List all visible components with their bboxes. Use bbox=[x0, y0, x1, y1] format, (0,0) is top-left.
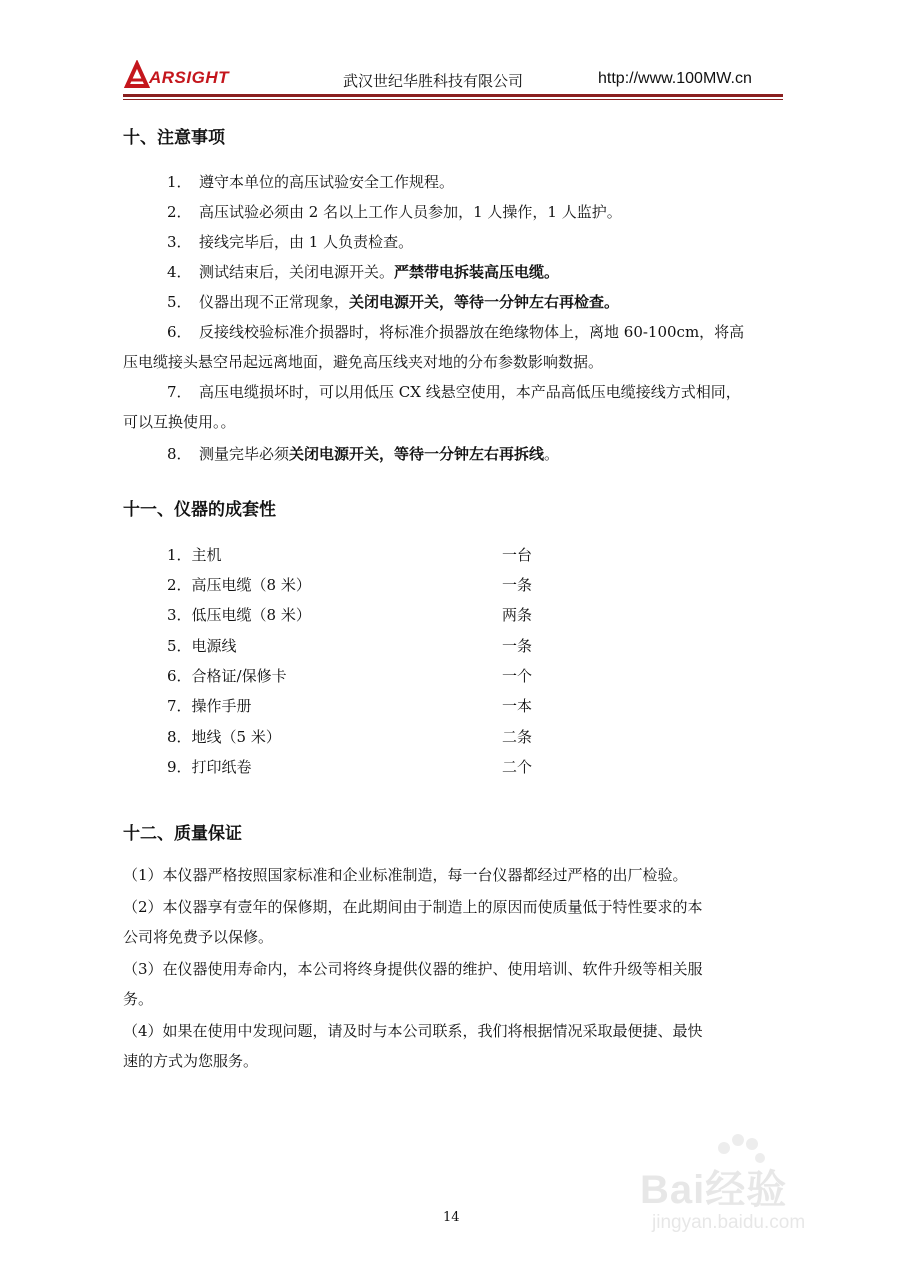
kit-row bbox=[167, 600, 567, 630]
company-logo bbox=[123, 60, 253, 90]
kit-row bbox=[167, 752, 567, 782]
kit-item-name: 3．低压电缆（8 米） bbox=[167, 606, 311, 624]
section-title-precautions: 十、注意事项 bbox=[123, 128, 225, 148]
header-rule bbox=[123, 94, 783, 97]
kit-row bbox=[167, 722, 567, 752]
baidu-watermark bbox=[640, 1140, 850, 1240]
precaution-item: 8． 测量完毕必须关闭电源开关，等待一分钟左右再拆线。 bbox=[167, 445, 560, 463]
precaution-item: 6． 反接线校验标准介损器时，将标准介损器放在绝缘物体上，离地 60-100cm，将高 bbox=[167, 323, 745, 341]
kit-item-qty: 一条 bbox=[502, 637, 533, 655]
watermark-brand: Bai经验 bbox=[640, 1168, 788, 1212]
precaution-item: 1． 遵守本单位的高压试验安全工作规程。 bbox=[167, 173, 455, 191]
kit-item-qty: 一条 bbox=[502, 576, 533, 594]
kit-row bbox=[167, 631, 567, 661]
warranty-line: （3）在仪器使用寿命内，本公司将终身提供仪器的维护、使用培训、软件升级等相关服 bbox=[123, 960, 703, 978]
kit-item-qty: 一台 bbox=[502, 546, 533, 564]
kit-row bbox=[167, 540, 567, 570]
watermark-domain: jingyan.baidu.com bbox=[652, 1212, 806, 1233]
kit-item-qty: 一个 bbox=[502, 667, 533, 685]
warranty-line: 务。 bbox=[123, 990, 154, 1008]
company-name: 武汉世纪华胜科技有限公司 bbox=[343, 72, 524, 90]
header-rule-thin bbox=[123, 99, 783, 100]
warranty-line: 公司将免费予以保修。 bbox=[123, 928, 274, 946]
kit-item-name: 9．打印纸卷 bbox=[167, 758, 252, 776]
kit-item-qty: 两条 bbox=[502, 606, 533, 624]
kit-item-qty: 二个 bbox=[502, 758, 533, 776]
section-title-warranty: 十二、质量保证 bbox=[123, 824, 242, 844]
warranty-line: （2）本仪器享有壹年的保修期，在此期间由于制造上的原因而使质量低于特性要求的本 bbox=[123, 898, 703, 916]
kit-row bbox=[167, 570, 567, 600]
logo-text: ARSIGHT bbox=[149, 68, 229, 87]
precaution-item: 4． 测试结束后，关闭电源开关。严禁带电拆装高压电缆。 bbox=[167, 263, 560, 281]
kit-item-qty: 二条 bbox=[502, 728, 533, 746]
kit-item-name: 7．操作手册 bbox=[167, 697, 252, 715]
page-header bbox=[123, 58, 783, 98]
precaution-item-continued: 压电缆接头悬空吊起远离地面，避免高压线夹对地的分布参数影响数据。 bbox=[123, 353, 604, 371]
section-title-kit: 十一、仪器的成套性 bbox=[123, 500, 276, 520]
company-url[interactable]: http://www.100MW.cn bbox=[598, 70, 752, 87]
warranty-line: （1）本仪器严格按照国家标准和企业标准制造，每一台仪器都经过严格的出厂检验。 bbox=[123, 866, 688, 884]
kit-item-name: 6．合格证/保修卡 bbox=[167, 667, 287, 685]
kit-item-name: 2．高压电缆（8 米） bbox=[167, 576, 311, 594]
precaution-item-continued: 可以互换使用。。 bbox=[123, 413, 236, 431]
kit-item-name: 8．地线（5 米） bbox=[167, 728, 281, 746]
precaution-item: 7． 高压电缆损坏时，可以用低压 CX 线悬空使用，本产品高低压电缆接线方式相同， bbox=[167, 383, 741, 401]
kit-row bbox=[167, 691, 567, 721]
warranty-line: 速的方式为您服务。 bbox=[123, 1052, 259, 1070]
kit-item-qty: 一本 bbox=[502, 697, 533, 715]
precaution-item: 5． 仪器出现不正常现象，关闭电源开关，等待一分钟左右再检查。 bbox=[167, 293, 620, 311]
warranty-line: （4）如果在使用中发现问题，请及时与本公司联系，我们将根据情况采取最便捷、最快 bbox=[123, 1022, 703, 1040]
kit-row bbox=[167, 661, 567, 691]
kit-item-name: 1．主机 bbox=[167, 546, 222, 564]
kit-item-name: 5．电源线 bbox=[167, 637, 237, 655]
page-number: 14 bbox=[443, 1210, 460, 1225]
precaution-item: 2． 高压试验必须由 2 名以上工作人员参加，1 人操作，1 人监护。 bbox=[167, 203, 622, 221]
precaution-item: 3． 接线完毕后，由 1 人负责检查。 bbox=[167, 233, 414, 251]
